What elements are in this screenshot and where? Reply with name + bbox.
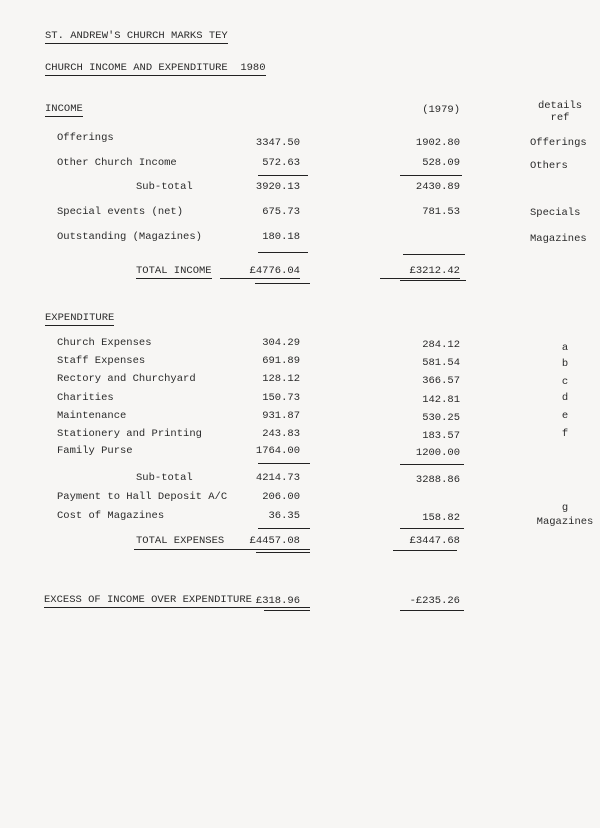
row-label: Sub-total — [136, 472, 193, 484]
row-label: TOTAL EXPENSES — [136, 535, 225, 547]
ref: c — [561, 376, 569, 388]
value-1979: -£235.26 — [409, 595, 460, 607]
double-rule — [400, 280, 466, 281]
value-1980: 931.87 — [262, 410, 300, 422]
ref: Others — [530, 160, 568, 172]
rule — [258, 252, 308, 253]
row-label: Sub-total — [136, 181, 193, 193]
value-1980: 675.73 — [262, 206, 300, 218]
expenditure-heading: EXPENDITURE — [45, 312, 115, 324]
rule — [400, 464, 464, 465]
rule — [400, 175, 462, 176]
value-1979: 2430.89 — [415, 181, 460, 193]
value-1980: 150.73 — [262, 392, 300, 404]
value-1980: 36.35 — [268, 510, 300, 522]
rule — [258, 463, 310, 464]
row-label: Rectory and Churchyard — [57, 373, 196, 385]
value-1980: 3920.13 — [255, 181, 300, 193]
ref: b — [561, 358, 569, 370]
rule — [258, 528, 310, 529]
value-1979: 781.53 — [422, 206, 460, 218]
value-1980: 206.00 — [262, 491, 300, 503]
value-1980: 128.12 — [262, 373, 300, 385]
row-label: Church Expenses — [57, 337, 152, 349]
value-1980: 243.83 — [262, 428, 300, 440]
document-title: ST. ANDREW'S CHURCH MARKS TEY — [45, 30, 228, 42]
value-1979: £3447.68 — [409, 535, 460, 547]
value-1979: 366.57 — [422, 375, 460, 387]
rule — [403, 254, 465, 255]
value-1979: 528.09 — [422, 157, 460, 169]
rule — [400, 610, 464, 611]
value-1979: 3288.86 — [415, 474, 460, 486]
ref: e — [561, 410, 569, 422]
value-1980: £4457.08 — [249, 535, 300, 547]
value-1980: 1764.00 — [255, 445, 300, 457]
value-1980: 3347.50 — [255, 137, 300, 149]
row-label: Staff Expenses — [57, 355, 146, 367]
value-1980: 304.29 — [262, 337, 300, 349]
row-label: Charities — [57, 392, 114, 404]
ref-heading: details ref — [537, 100, 583, 124]
value-1980: £4776.04 — [220, 265, 300, 279]
ref: d — [561, 392, 569, 404]
row-label: EXCESS OF INCOME OVER EXPENDITURE — [44, 594, 252, 606]
double-rule — [255, 283, 310, 284]
row-label: Cost of Magazines — [57, 510, 165, 522]
row-label: Other Church Income — [57, 157, 177, 169]
ref: f — [561, 428, 569, 440]
double-rule — [264, 610, 310, 611]
value-1979: £3212.42 — [380, 265, 460, 279]
double-rule — [256, 552, 310, 553]
value-1979: 183.57 — [422, 430, 460, 442]
value-1979: 1902.80 — [415, 137, 460, 149]
row-label: Maintenance — [57, 410, 127, 422]
income-heading: INCOME — [45, 103, 83, 115]
rule — [258, 175, 308, 176]
prior-year-label: (1979) — [422, 104, 460, 116]
value-1979: 142.81 — [422, 394, 460, 406]
row-label: Special events (net) — [57, 206, 184, 218]
row-label: Offerings — [57, 132, 114, 144]
ref: Magazines — [536, 516, 594, 528]
value-1980: £318.96 — [255, 595, 300, 607]
value-1980: 691.89 — [262, 355, 300, 367]
value-1979: 530.25 — [422, 412, 460, 424]
row-label: TOTAL INCOME — [136, 265, 212, 277]
row-label: Family Purse — [57, 445, 133, 457]
rule — [44, 607, 310, 608]
rule — [134, 549, 310, 550]
ref: Specials — [530, 207, 581, 219]
ref: Offerings — [530, 137, 587, 149]
value-1980: 180.18 — [262, 231, 300, 243]
row-label: Stationery and Printing — [57, 428, 202, 440]
rule — [400, 528, 464, 529]
rule — [393, 550, 457, 551]
ref: g — [561, 502, 569, 514]
value-1979: 284.12 — [422, 339, 460, 351]
value-1979: 1200.00 — [415, 447, 460, 459]
document-subtitle: CHURCH INCOME AND EXPENDITURE 1980 — [45, 62, 266, 74]
value-1980: 572.63 — [262, 157, 300, 169]
value-1979: 581.54 — [422, 357, 460, 369]
ref: Magazines — [530, 233, 587, 245]
row-label: Payment to Hall Deposit A/C — [57, 491, 228, 503]
row-label: Outstanding (Magazines) — [57, 231, 202, 243]
ref: a — [561, 342, 569, 354]
value-1979: 158.82 — [422, 512, 460, 524]
value-1980: 4214.73 — [255, 472, 300, 484]
